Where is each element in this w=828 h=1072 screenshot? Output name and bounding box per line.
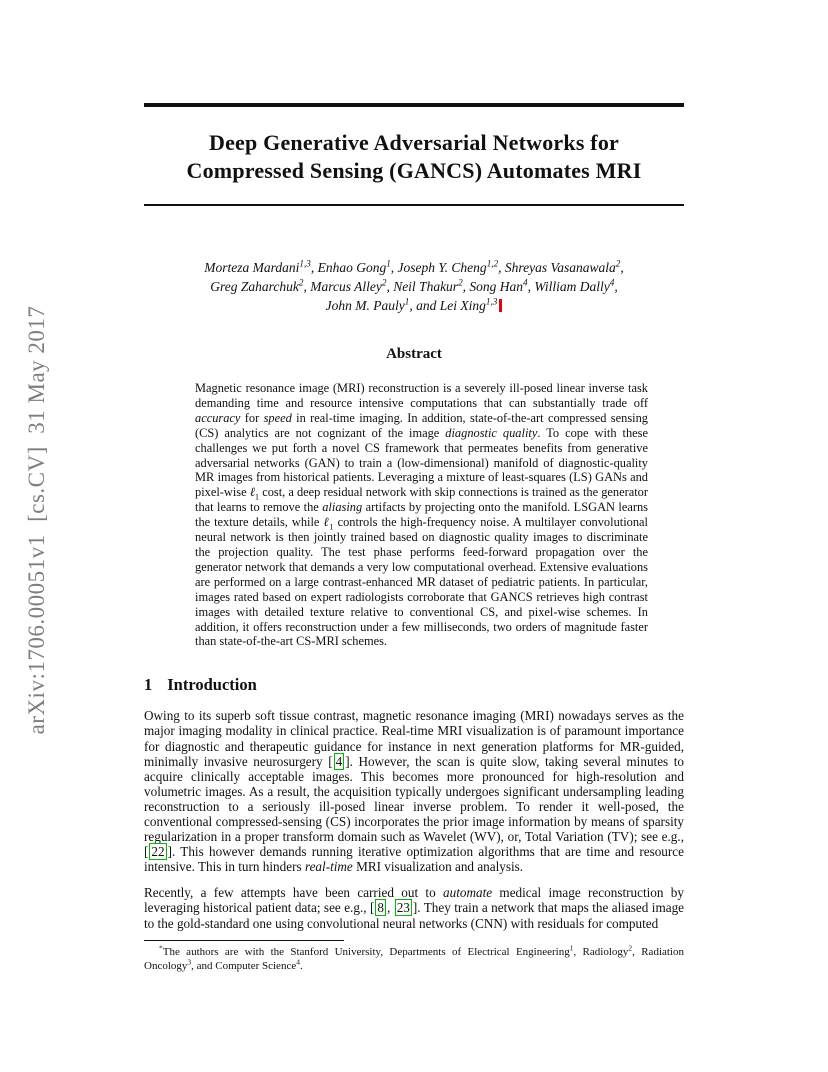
section-number: 1	[144, 675, 153, 695]
abstract-heading: Abstract	[386, 346, 442, 362]
author-list	[144, 258, 684, 315]
author-line-3: John M. Pauly$^1$, and Lei Xing$^{1,3}$	[144, 296, 684, 315]
red-annotation-marker	[499, 299, 502, 312]
section-heading-introduction	[144, 675, 684, 695]
intro-paragraph-1: Owing to its superb soft tissue contrast, magnetic resonance imaging (MRI) nowadays serves as the major imaging modality in clinical practice. Real-time MRI visualization is of paramount importance for diagnostic and therapeutic guidance for instance in next generation platforms for MR-guided, minimally invasive neurosurgery [ 4 ]. However, the scan is quite slow, taking several minutes to acquire clinically acceptable images. This becomes more pronounced for high-resolution and volumetric images. As a result, the acquisition typically undergoes significant undersampling leading reconstruction to a seriously ill-posed linear inverse problem. To render it well-posed, the conventional compressed-sensing (CS) incorporates the prior image information by means of sparsity regularization in a proper transform domain such as Wavelet (WV), or, Total Variation (TV); see e.g., [ 22 ]. This however demands running iterative optimization algorithms that are time and resource intensive. This in turn hinders real-time MRI visualization and analysis.	[144, 708, 685, 875]
paper-title-line2: Compressed Sensing (GANCS) Automates MRI	[186, 158, 642, 183]
footnote-rule	[144, 940, 344, 941]
paper-content-column	[144, 0, 684, 973]
citation-link[interactable]: 4	[335, 753, 343, 769]
citation-link[interactable]: 8	[377, 900, 384, 916]
citation-link[interactable]: 22	[151, 844, 165, 860]
abstract-text: Magnetic resonance image (MRI) reconstruction is a severely ill-posed linear inverse task demanding time and resource intensive computations that can substantially trade off accuracy for speed in real-time imaging. In addition, state-of-the-art compressed sensing (CS) analytics are not cognizant of the image diagnostic quality. To cope with these challenges we put forth a novel CS framework that permeates benefits from generative adversarial networks (GAN) to train a (low-dimensional) manifold of diagnostic-quality MR images from historical patients. Leveraging a mixture of least-squares (LS) GANs and pixel-wise ℓ$_1$ cost, a deep residual network with skip connections is trained as the generator that learns to remove the aliasing artifacts by projecting onto the manifold. LSGAN learns the texture details, while ℓ$_1$ controls the high-frequency noise. A multilayer convolutional neural network is then jointly trained based on diagnostic quality images to discriminate the projection quality. The test phase performs feed-forward propagation over the generator network that demands a very low computational overhead. Extensive evaluations are performed on a large contrast-enhanced MR dataset of pediatric patients. In particular, images rated based on expert radiologists corroborate that GANCS retrieves high contrast images with detailed texture relative to conventional CS, and pixel-wise schemes. In addition, it offers reconstruction under a few milliseconds, two orders of magnitude faster than state-of-the-art CS-MRI schemes.	[195, 381, 648, 649]
title-rule-bottom	[144, 204, 684, 206]
paper-title	[144, 129, 684, 185]
paper-title-line1: Deep Generative Adversarial Networks for	[208, 130, 619, 155]
author-line-2: Greg Zaharchuk$^2$, Marcus Alley$^2$, Neil Thakur$^2$, Song Han$^4$, William Dally$^4$,	[210, 277, 618, 294]
citation-link[interactable]: 23	[396, 900, 410, 916]
title-rule-top	[144, 103, 684, 107]
footnote-text: *The authors are with the Stanford University, Departments of Electrical Engineering$^1$, Radiology$^2$, Radiation Oncology$^3$, and Computer Science$^4$.	[144, 942, 684, 972]
arxiv-watermark: arXiv:1706.00051v1 [cs.CV] 31 May 2017	[24, 305, 49, 735]
intro-paragraph-2: Recently, a few attempts have been carried out to automate medical image reconstruction by leveraging historical patient data; see e.g., [ 8 , 23 ]. They train a network that maps the aliased image to the gold-standard one using convolutional neural networks (CNN) with residuals for computed	[144, 885, 685, 931]
author-line-1: Morteza Mardani$^{1,3}$, Enhao Gong$^1$, Joseph Y. Cheng$^{1,2}$, Shreyas Vasanawala$^2$,	[204, 258, 624, 275]
section-title: Introduction	[167, 675, 257, 695]
